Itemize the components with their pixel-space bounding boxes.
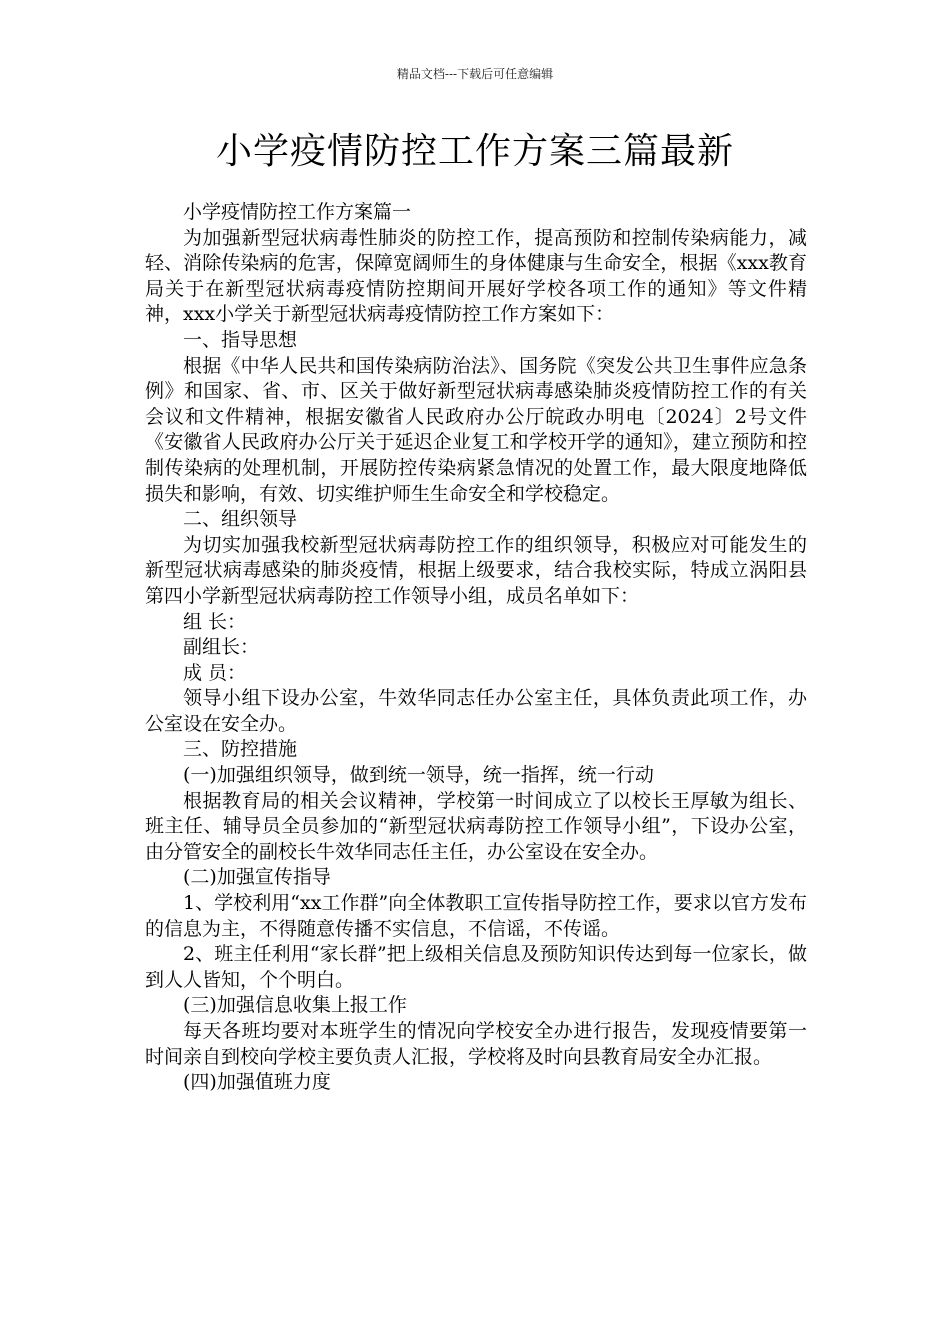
subsection-heading-4: (四)加强值班力度	[183, 1071, 331, 1094]
organization-paragraph: 为切实加强我校新型冠状病毒防控工作的组织领导，积极应对可能发生的新型冠状病毒感染的肺炎疫情，根据上级要求，结合我校实际，特成立涡阳县第四小学新型冠状病毒防控工作领导小组，成员名单如下：	[145, 533, 807, 607]
intro-paragraph: 为加强新型冠状病毒性肺炎的防控工作，提高预防和控制传染病能力，减轻、消除传染病的危害，保障宽阔师生的身体健康与生命安全，根据《xxx教育局关于在新型冠状病毒疫情防控期间开展好学校各项工作的通知》等文件精神，xxx小学关于新型冠状病毒疫情防控工作方案如下：	[145, 226, 807, 326]
subsection-heading-2: (二)加强宣传指导	[183, 866, 331, 889]
member-line-members: 成 员：	[183, 661, 247, 684]
document-title: 小学疫情防控工作方案三篇最新	[215, 131, 734, 172]
section-heading-measures: 三、防控措施	[183, 738, 298, 761]
guiding-ideology-paragraph: 根据《中华人民共和国传染病防治法》、国务院《突发公共卫生事件应急条例》和国家、省、市、区关于做好新型冠状病毒感染肺炎疫情防控工作的有关会议和文件精神，根据安徽省人民政府办公厅皖政办明电〔2024〕2号文件《安徽省人民政府办公厅关于延迟企业复工和学校开学的通知》，建立预防和控制传染病的处理机制，开展防控传染病紧急情况的处置工作，最大限度地降低损失和影响，有效、切实维护师生生命安全和学校稳定。	[145, 354, 807, 505]
document-body	[145, 200, 807, 1096]
subsection-heading-3: (三)加强信息收集上报工作	[183, 994, 407, 1017]
member-line-deputy-leader: 副组长：	[183, 636, 260, 659]
subsection-2-item-1: 1、学校利用“xx工作群”向全体教职工宣传指导防控工作，要求以官方发布的信息为主，不得随意传播不实信息，不信谣，不传谣。	[145, 892, 807, 940]
subsection-1-paragraph: 根据教育局的相关会议精神，学校第一时间成立了以校长王厚敏为组长、班主任、辅导员全员参加的“新型冠状病毒防控工作领导小组”，下设办公室，由分管安全的副校长牛效华同志任主任，办公室设在安全办。	[145, 789, 807, 863]
subsection-heading-1: (一)加强组织领导，做到统一领导，统一指挥，统一行动	[183, 764, 654, 787]
subsection-3-paragraph: 每天各班均要对本班学生的情况向学校安全办进行报告，发现疫情要第一时间亲自到校向学校主要负责人汇报，学校将及时向县教育局安全办汇报。	[145, 1020, 807, 1068]
page-header-note: 精品文档---下载后可任意编辑	[396, 67, 554, 81]
office-paragraph: 领导小组下设办公室，牛效华同志任办公室主任，具体负责此项工作，办公室设在安全办。	[145, 687, 807, 735]
section-subtitle: 小学疫情防控工作方案篇一	[183, 201, 412, 223]
member-line-leader: 组 长：	[183, 610, 247, 633]
subsection-2-item-2: 2、班主任利用“家长群”把上级相关信息及预防知识传达到每一位家长，做到人人皆知，个个明白。	[145, 943, 807, 991]
section-heading-guiding-ideology: 一、指导思想	[183, 328, 298, 351]
section-heading-organization: 二、组织领导	[183, 508, 298, 531]
